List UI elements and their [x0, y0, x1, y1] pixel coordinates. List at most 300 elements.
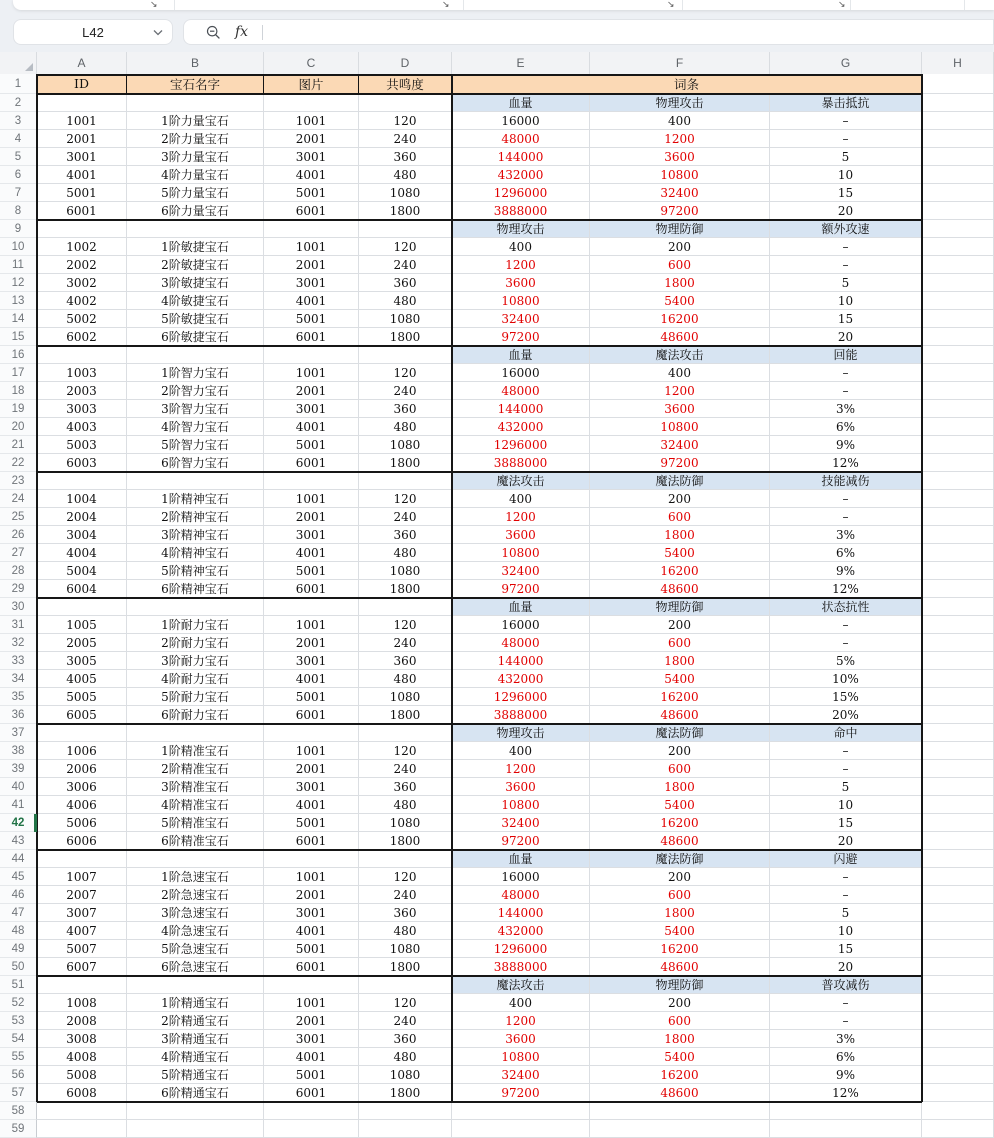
cell-G36[interactable]: 20% — [770, 706, 922, 724]
cell-C23[interactable] — [264, 472, 359, 490]
cell-C52[interactable]: 1001 — [264, 994, 359, 1012]
cell-A6[interactable]: 4001 — [37, 166, 127, 184]
cell-A56[interactable]: 5008 — [37, 1066, 127, 1084]
cell-E24[interactable]: 400 — [452, 490, 590, 508]
cell-E20[interactable]: 432000 — [452, 418, 590, 436]
cell-E39[interactable]: 1200 — [452, 760, 590, 778]
cell-H23[interactable] — [922, 472, 994, 490]
cell-A36[interactable]: 6005 — [37, 706, 127, 724]
cell-B55[interactable]: 4阶精通宝石 — [127, 1048, 264, 1066]
row-header-56[interactable]: 56 — [0, 1066, 37, 1084]
row-header-39[interactable]: 39 — [0, 760, 37, 778]
cell-A32[interactable]: 2005 — [37, 634, 127, 652]
cell-D27[interactable]: 480 — [359, 544, 452, 562]
cell-H27[interactable] — [922, 544, 994, 562]
cell-C39[interactable]: 2001 — [264, 760, 359, 778]
cell-D7[interactable]: 1080 — [359, 184, 452, 202]
cell-A12[interactable]: 3002 — [37, 274, 127, 292]
cell-F14[interactable]: 16200 — [590, 310, 770, 328]
cell-F41[interactable]: 5400 — [590, 796, 770, 814]
cell-G44[interactable]: 闪避 — [770, 850, 922, 868]
cell-F21[interactable]: 32400 — [590, 436, 770, 454]
cell-C21[interactable]: 5001 — [264, 436, 359, 454]
cell-E16[interactable]: 血量 — [452, 346, 590, 364]
cell-E36[interactable]: 3888000 — [452, 706, 590, 724]
cell-A11[interactable]: 2002 — [37, 256, 127, 274]
cell-A15[interactable]: 6002 — [37, 328, 127, 346]
cell-F55[interactable]: 5400 — [590, 1048, 770, 1066]
cell-F28[interactable]: 16200 — [590, 562, 770, 580]
cell-H9[interactable] — [922, 220, 994, 238]
cell-B5[interactable]: 3阶力量宝石 — [127, 148, 264, 166]
cell-B58[interactable] — [127, 1102, 264, 1120]
cell-G30[interactable]: 状态抗性 — [770, 598, 922, 616]
cell-A49[interactable]: 5007 — [37, 940, 127, 958]
cell-C51[interactable] — [264, 976, 359, 994]
cell-F34[interactable]: 5400 — [590, 670, 770, 688]
cell-F54[interactable]: 1800 — [590, 1030, 770, 1048]
cell-F36[interactable]: 48600 — [590, 706, 770, 724]
cell-A39[interactable]: 2006 — [37, 760, 127, 778]
cell-A46[interactable]: 2007 — [37, 886, 127, 904]
cell-D15[interactable]: 1800 — [359, 328, 452, 346]
cell-F4[interactable]: 1200 — [590, 130, 770, 148]
cell-H40[interactable] — [922, 778, 994, 796]
cell-A53[interactable]: 2008 — [37, 1012, 127, 1030]
cell-E23[interactable]: 魔法攻击 — [452, 472, 590, 490]
row-header-37[interactable]: 37 — [0, 724, 37, 742]
cell-D41[interactable]: 480 — [359, 796, 452, 814]
cell-F3[interactable]: 400 — [590, 112, 770, 130]
cell-A14[interactable]: 5002 — [37, 310, 127, 328]
cell-D9[interactable] — [359, 220, 452, 238]
row-header-52[interactable]: 52 — [0, 994, 37, 1012]
cell-F5[interactable]: 3600 — [590, 148, 770, 166]
cell-D35[interactable]: 1080 — [359, 688, 452, 706]
cell-A41[interactable]: 4006 — [37, 796, 127, 814]
cell-A55[interactable]: 4008 — [37, 1048, 127, 1066]
dialog-launcher-icon[interactable]: ↘ — [150, 0, 158, 9]
cell-G37[interactable]: 命中 — [770, 724, 922, 742]
cell-F35[interactable]: 16200 — [590, 688, 770, 706]
cell-B22[interactable]: 6阶智力宝石 — [127, 454, 264, 472]
cell-G27[interactable]: 6% — [770, 544, 922, 562]
cell-E45[interactable]: 16000 — [452, 868, 590, 886]
cell-G8[interactable]: 20 — [770, 202, 922, 220]
cell-A17[interactable]: 1003 — [37, 364, 127, 382]
cell-E17[interactable]: 16000 — [452, 364, 590, 382]
cell-E8[interactable]: 3888000 — [452, 202, 590, 220]
cell-B29[interactable]: 6阶精神宝石 — [127, 580, 264, 598]
cell-B14[interactable]: 5阶敏捷宝石 — [127, 310, 264, 328]
cell-H28[interactable] — [922, 562, 994, 580]
cell-F56[interactable]: 16200 — [590, 1066, 770, 1084]
cell-B18[interactable]: 2阶智力宝石 — [127, 382, 264, 400]
cell-B32[interactable]: 2阶耐力宝石 — [127, 634, 264, 652]
cell-H29[interactable] — [922, 580, 994, 598]
cell-B25[interactable]: 2阶精神宝石 — [127, 508, 264, 526]
cell-F25[interactable]: 600 — [590, 508, 770, 526]
cell-F2[interactable]: 物理攻击 — [590, 94, 770, 112]
cell-A47[interactable]: 3007 — [37, 904, 127, 922]
cell-A25[interactable]: 2004 — [37, 508, 127, 526]
cell-E21[interactable]: 1296000 — [452, 436, 590, 454]
cell-F20[interactable]: 10800 — [590, 418, 770, 436]
row-header-25[interactable]: 25 — [0, 508, 37, 526]
cell-E22[interactable]: 3888000 — [452, 454, 590, 472]
cell-C24[interactable]: 1001 — [264, 490, 359, 508]
row-header-6[interactable]: 6 — [0, 166, 37, 184]
cell-E56[interactable]: 32400 — [452, 1066, 590, 1084]
cell-B46[interactable]: 2阶急速宝石 — [127, 886, 264, 904]
cell-G39[interactable]: – — [770, 760, 922, 778]
cell-A35[interactable]: 5005 — [37, 688, 127, 706]
cell-H24[interactable] — [922, 490, 994, 508]
cell-C35[interactable]: 5001 — [264, 688, 359, 706]
cell-G11[interactable]: – — [770, 256, 922, 274]
cell-C26[interactable]: 3001 — [264, 526, 359, 544]
cell-F57[interactable]: 48600 — [590, 1084, 770, 1102]
cell-E10[interactable]: 400 — [452, 238, 590, 256]
cell-G4[interactable]: – — [770, 130, 922, 148]
cell-F46[interactable]: 600 — [590, 886, 770, 904]
cell-H30[interactable] — [922, 598, 994, 616]
cell-A4[interactable]: 2001 — [37, 130, 127, 148]
cell-E13[interactable]: 10800 — [452, 292, 590, 310]
cell-E34[interactable]: 432000 — [452, 670, 590, 688]
cell-D59[interactable] — [359, 1120, 452, 1138]
cell-D24[interactable]: 120 — [359, 490, 452, 508]
cell-A19[interactable]: 3003 — [37, 400, 127, 418]
cell-B48[interactable]: 4阶急速宝石 — [127, 922, 264, 940]
cell-E18[interactable]: 48000 — [452, 382, 590, 400]
cell-A59[interactable] — [37, 1120, 127, 1138]
cell-B13[interactable]: 4阶敏捷宝石 — [127, 292, 264, 310]
cell-D55[interactable]: 480 — [359, 1048, 452, 1066]
column-header-B[interactable]: B — [127, 52, 264, 74]
cell-C43[interactable]: 6001 — [264, 832, 359, 850]
cell-D6[interactable]: 480 — [359, 166, 452, 184]
cell-H2[interactable] — [922, 94, 994, 112]
cell-G42[interactable]: 15 — [770, 814, 922, 832]
cell-G48[interactable]: 10 — [770, 922, 922, 940]
cell-H10[interactable] — [922, 238, 994, 256]
cell-G26[interactable]: 3% — [770, 526, 922, 544]
cell-B19[interactable]: 3阶智力宝石 — [127, 400, 264, 418]
cell-D39[interactable]: 240 — [359, 760, 452, 778]
row-header-15[interactable]: 15 — [0, 328, 37, 346]
cell-B10[interactable]: 1阶敏捷宝石 — [127, 238, 264, 256]
cell-D8[interactable]: 1800 — [359, 202, 452, 220]
row-header-17[interactable]: 17 — [0, 364, 37, 382]
cell-G32[interactable]: – — [770, 634, 922, 652]
cell-H12[interactable] — [922, 274, 994, 292]
cell-D18[interactable]: 240 — [359, 382, 452, 400]
cell-A30[interactable] — [37, 598, 127, 616]
cell-D26[interactable]: 360 — [359, 526, 452, 544]
cell-C54[interactable]: 3001 — [264, 1030, 359, 1048]
cell-H6[interactable] — [922, 166, 994, 184]
cell-C1[interactable]: 图片 — [264, 74, 359, 94]
cell-H51[interactable] — [922, 976, 994, 994]
cell-C20[interactable]: 4001 — [264, 418, 359, 436]
cell-C46[interactable]: 2001 — [264, 886, 359, 904]
cell-B8[interactable]: 6阶力量宝石 — [127, 202, 264, 220]
cell-E51[interactable]: 魔法攻击 — [452, 976, 590, 994]
cell-C2[interactable] — [264, 94, 359, 112]
cell-G10[interactable]: – — [770, 238, 922, 256]
cell-H14[interactable] — [922, 310, 994, 328]
cell-D5[interactable]: 360 — [359, 148, 452, 166]
cell-B37[interactable] — [127, 724, 264, 742]
cell-A8[interactable]: 6001 — [37, 202, 127, 220]
cell-A37[interactable] — [37, 724, 127, 742]
cell-F27[interactable]: 5400 — [590, 544, 770, 562]
cell-B49[interactable]: 5阶急速宝石 — [127, 940, 264, 958]
cell-D38[interactable]: 120 — [359, 742, 452, 760]
cell-C38[interactable]: 1001 — [264, 742, 359, 760]
row-header-1[interactable]: 1 — [0, 74, 37, 94]
cell-F15[interactable]: 48600 — [590, 328, 770, 346]
cell-G22[interactable]: 12% — [770, 454, 922, 472]
cell-C4[interactable]: 2001 — [264, 130, 359, 148]
cell-G21[interactable]: 9% — [770, 436, 922, 454]
cell-E4[interactable]: 48000 — [452, 130, 590, 148]
cell-C19[interactable]: 3001 — [264, 400, 359, 418]
cell-D30[interactable] — [359, 598, 452, 616]
row-header-9[interactable]: 9 — [0, 220, 37, 238]
cell-D54[interactable]: 360 — [359, 1030, 452, 1048]
cell-C14[interactable]: 5001 — [264, 310, 359, 328]
cell-H37[interactable] — [922, 724, 994, 742]
cell-B56[interactable]: 5阶精通宝石 — [127, 1066, 264, 1084]
cell-D21[interactable]: 1080 — [359, 436, 452, 454]
row-header-36[interactable]: 36 — [0, 706, 37, 724]
cell-A18[interactable]: 2003 — [37, 382, 127, 400]
row-header-4[interactable]: 4 — [0, 130, 37, 148]
cell-A10[interactable]: 1002 — [37, 238, 127, 256]
cell-A27[interactable]: 4004 — [37, 544, 127, 562]
cell-E47[interactable]: 144000 — [452, 904, 590, 922]
cell-B54[interactable]: 3阶精通宝石 — [127, 1030, 264, 1048]
cell-G41[interactable]: 10 — [770, 796, 922, 814]
cell-B12[interactable]: 3阶敏捷宝石 — [127, 274, 264, 292]
cell-H22[interactable] — [922, 454, 994, 472]
cell-E15[interactable]: 97200 — [452, 328, 590, 346]
cell-B59[interactable] — [127, 1120, 264, 1138]
cell-H42[interactable] — [922, 814, 994, 832]
cell-F16[interactable]: 魔法攻击 — [590, 346, 770, 364]
cell-F52[interactable]: 200 — [590, 994, 770, 1012]
cell-E33[interactable]: 144000 — [452, 652, 590, 670]
cell-G20[interactable]: 6% — [770, 418, 922, 436]
row-header-19[interactable]: 19 — [0, 400, 37, 418]
cell-E12[interactable]: 3600 — [452, 274, 590, 292]
dialog-launcher-icon[interactable]: ↘ — [667, 0, 675, 9]
cell-H48[interactable] — [922, 922, 994, 940]
cell-G15[interactable]: 20 — [770, 328, 922, 346]
cell-F31[interactable]: 200 — [590, 616, 770, 634]
row-header-16[interactable]: 16 — [0, 346, 37, 364]
cell-C25[interactable]: 2001 — [264, 508, 359, 526]
cell-B4[interactable]: 2阶力量宝石 — [127, 130, 264, 148]
cell-H41[interactable] — [922, 796, 994, 814]
column-header-G[interactable]: G — [770, 52, 922, 74]
cell-H5[interactable] — [922, 148, 994, 166]
row-header-7[interactable]: 7 — [0, 184, 37, 202]
cell-D22[interactable]: 1800 — [359, 454, 452, 472]
cell-F40[interactable]: 1800 — [590, 778, 770, 796]
cell-G9[interactable]: 额外攻速 — [770, 220, 922, 238]
cell-D56[interactable]: 1080 — [359, 1066, 452, 1084]
cell-C48[interactable]: 4001 — [264, 922, 359, 940]
row-header-12[interactable]: 12 — [0, 274, 37, 292]
cell-F43[interactable]: 48600 — [590, 832, 770, 850]
cell-B21[interactable]: 5阶智力宝石 — [127, 436, 264, 454]
cell-B44[interactable] — [127, 850, 264, 868]
row-header-57[interactable]: 57 — [0, 1084, 37, 1102]
cell-G56[interactable]: 9% — [770, 1066, 922, 1084]
cell-D36[interactable]: 1800 — [359, 706, 452, 724]
cell-C55[interactable]: 4001 — [264, 1048, 359, 1066]
cell-C53[interactable]: 2001 — [264, 1012, 359, 1030]
cell-E37[interactable]: 物理攻击 — [452, 724, 590, 742]
cell-C47[interactable]: 3001 — [264, 904, 359, 922]
chevron-down-icon[interactable] — [153, 29, 163, 36]
cell-D47[interactable]: 360 — [359, 904, 452, 922]
cell-E2[interactable]: 血量 — [452, 94, 590, 112]
cell-C50[interactable]: 6001 — [264, 958, 359, 976]
cell-A34[interactable]: 4005 — [37, 670, 127, 688]
cell-D43[interactable]: 1800 — [359, 832, 452, 850]
cell-G45[interactable]: – — [770, 868, 922, 886]
cell-F6[interactable]: 10800 — [590, 166, 770, 184]
cell-E26[interactable]: 3600 — [452, 526, 590, 544]
cell-D34[interactable]: 480 — [359, 670, 452, 688]
cell-A1[interactable]: ID — [37, 74, 127, 94]
cell-D11[interactable]: 240 — [359, 256, 452, 274]
cell-E30[interactable]: 血量 — [452, 598, 590, 616]
cell-H17[interactable] — [922, 364, 994, 382]
cell-G40[interactable]: 5 — [770, 778, 922, 796]
zoom-out-icon[interactable] — [206, 25, 221, 40]
cell-G55[interactable]: 6% — [770, 1048, 922, 1066]
cell-E41[interactable]: 10800 — [452, 796, 590, 814]
cell-E35[interactable]: 1296000 — [452, 688, 590, 706]
cell-H31[interactable] — [922, 616, 994, 634]
cell-F9[interactable]: 物理防御 — [590, 220, 770, 238]
row-header-10[interactable]: 10 — [0, 238, 37, 256]
cell-C5[interactable]: 3001 — [264, 148, 359, 166]
cell-A24[interactable]: 1004 — [37, 490, 127, 508]
cell-F23[interactable]: 魔法防御 — [590, 472, 770, 490]
cell-E40[interactable]: 3600 — [452, 778, 590, 796]
column-header-D[interactable]: D — [359, 52, 452, 74]
cell-E25[interactable]: 1200 — [452, 508, 590, 526]
cell-G5[interactable]: 5 — [770, 148, 922, 166]
cell-D57[interactable]: 1800 — [359, 1084, 452, 1102]
cell-F18[interactable]: 1200 — [590, 382, 770, 400]
cell-A3[interactable]: 1001 — [37, 112, 127, 130]
cell-B15[interactable]: 6阶敏捷宝石 — [127, 328, 264, 346]
dialog-launcher-icon[interactable]: ↘ — [442, 0, 450, 9]
cell-D29[interactable]: 1800 — [359, 580, 452, 598]
row-header-33[interactable]: 33 — [0, 652, 37, 670]
cell-A57[interactable]: 6008 — [37, 1084, 127, 1102]
cell-E1-merged[interactable]: 词条 — [452, 74, 922, 94]
cell-H36[interactable] — [922, 706, 994, 724]
cell-B3[interactable]: 1阶力量宝石 — [127, 112, 264, 130]
cell-A5[interactable]: 3001 — [37, 148, 127, 166]
cell-H18[interactable] — [922, 382, 994, 400]
cell-C31[interactable]: 1001 — [264, 616, 359, 634]
cell-A13[interactable]: 4002 — [37, 292, 127, 310]
cell-C7[interactable]: 5001 — [264, 184, 359, 202]
cell-F59[interactable] — [590, 1120, 770, 1138]
cell-H13[interactable] — [922, 292, 994, 310]
cell-B52[interactable]: 1阶精通宝石 — [127, 994, 264, 1012]
row-header-46[interactable]: 46 — [0, 886, 37, 904]
cell-E3[interactable]: 16000 — [452, 112, 590, 130]
cell-E46[interactable]: 48000 — [452, 886, 590, 904]
cell-G59[interactable] — [770, 1120, 922, 1138]
cell-C59[interactable] — [264, 1120, 359, 1138]
cell-C8[interactable]: 6001 — [264, 202, 359, 220]
cell-H15[interactable] — [922, 328, 994, 346]
cell-G38[interactable]: – — [770, 742, 922, 760]
cell-B11[interactable]: 2阶敏捷宝石 — [127, 256, 264, 274]
cell-E43[interactable]: 97200 — [452, 832, 590, 850]
cell-C9[interactable] — [264, 220, 359, 238]
cell-B50[interactable]: 6阶急速宝石 — [127, 958, 264, 976]
cell-D51[interactable] — [359, 976, 452, 994]
cell-F29[interactable]: 48600 — [590, 580, 770, 598]
cell-B41[interactable]: 4阶精准宝石 — [127, 796, 264, 814]
cell-E50[interactable]: 3888000 — [452, 958, 590, 976]
cell-A29[interactable]: 6004 — [37, 580, 127, 598]
row-header-45[interactable]: 45 — [0, 868, 37, 886]
cell-E38[interactable]: 400 — [452, 742, 590, 760]
cell-B36[interactable]: 6阶耐力宝石 — [127, 706, 264, 724]
cell-D13[interactable]: 480 — [359, 292, 452, 310]
cell-D37[interactable] — [359, 724, 452, 742]
cell-D3[interactable]: 120 — [359, 112, 452, 130]
cell-A45[interactable]: 1007 — [37, 868, 127, 886]
row-header-41[interactable]: 41 — [0, 796, 37, 814]
cell-D2[interactable] — [359, 94, 452, 112]
cell-A42[interactable]: 5006 — [37, 814, 127, 832]
cell-F45[interactable]: 200 — [590, 868, 770, 886]
cell-D4[interactable]: 240 — [359, 130, 452, 148]
cell-C22[interactable]: 6001 — [264, 454, 359, 472]
row-header-5[interactable]: 5 — [0, 148, 37, 166]
cell-E32[interactable]: 48000 — [452, 634, 590, 652]
cell-E5[interactable]: 144000 — [452, 148, 590, 166]
cell-A31[interactable]: 1005 — [37, 616, 127, 634]
cell-B28[interactable]: 5阶精神宝石 — [127, 562, 264, 580]
cell-F10[interactable]: 200 — [590, 238, 770, 256]
cell-H59[interactable] — [922, 1120, 994, 1138]
cell-C29[interactable]: 6001 — [264, 580, 359, 598]
cell-A16[interactable] — [37, 346, 127, 364]
cell-F26[interactable]: 1800 — [590, 526, 770, 544]
column-header-E[interactable]: E — [452, 52, 590, 74]
row-header-42[interactable]: 42 — [0, 814, 37, 832]
cell-B24[interactable]: 1阶精神宝石 — [127, 490, 264, 508]
cell-C41[interactable]: 4001 — [264, 796, 359, 814]
row-header-54[interactable]: 54 — [0, 1030, 37, 1048]
cell-E52[interactable]: 400 — [452, 994, 590, 1012]
